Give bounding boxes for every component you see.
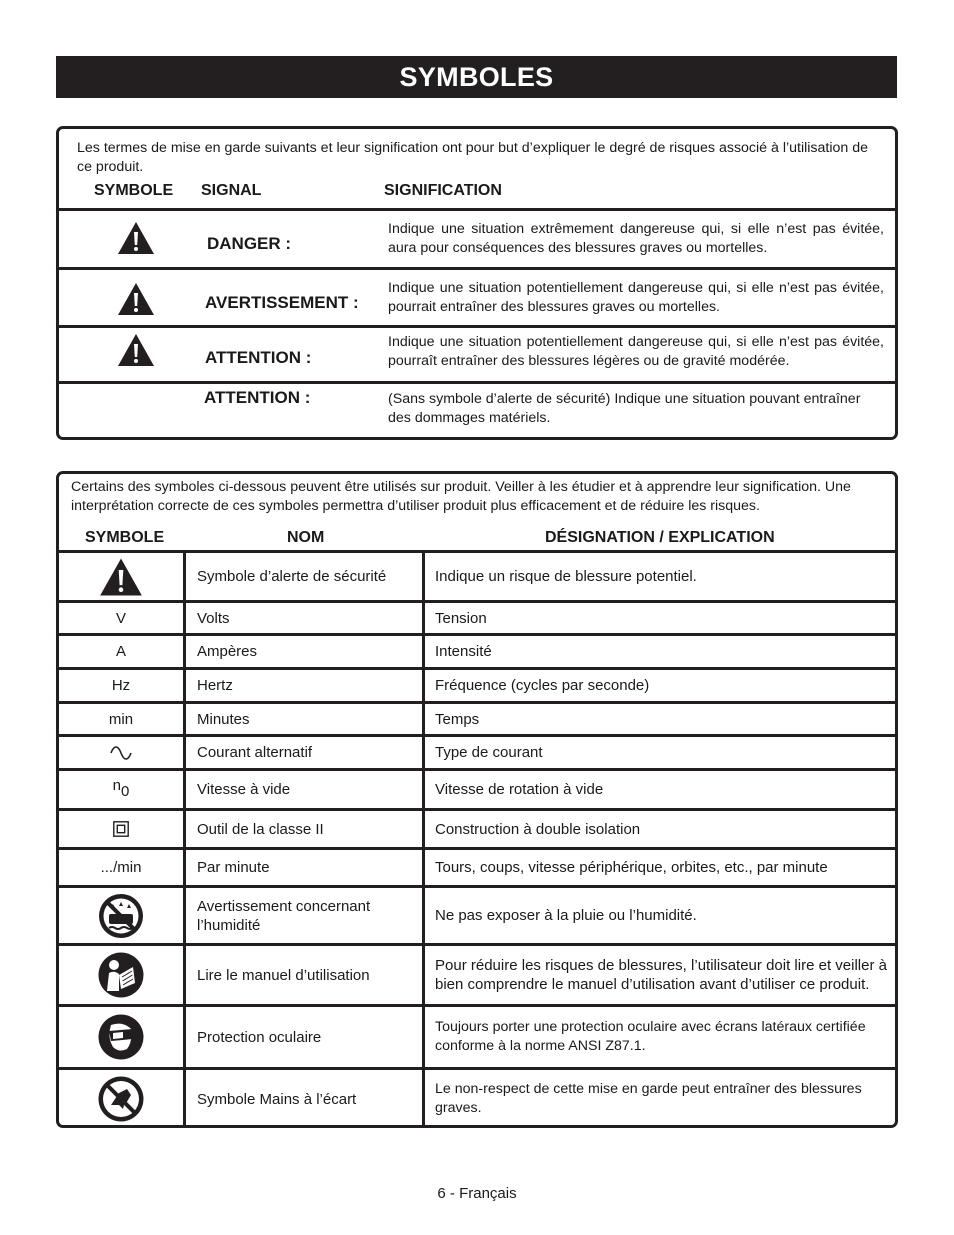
- symbol-text: min: [108, 710, 134, 728]
- symbol-name: Ampères: [197, 643, 258, 660]
- signal-label: ATTENTION :: [205, 348, 312, 367]
- symbol-name: Minutes: [197, 710, 250, 728]
- symbol-description-text: Pour réduire les risques de blessures, l’utilisateur doit lire et veiller à bien comprendre le manuel d’utilisation avant d’utiliser ce produit.: [435, 957, 887, 993]
- table-row: [59, 1070, 895, 1128]
- symbol-description: Ne pas exposer à la pluie ou l’humidité.: [435, 907, 697, 924]
- page-title: SYMBOLES: [56, 56, 897, 98]
- page-number: 6 - Français: [437, 1185, 517, 1202]
- symbols-header-nom: NOM: [287, 529, 325, 546]
- signal-intro-text: Les termes de mise en garde suivants et leur signification ont pour but d’expliquer le degré de risques associé à l’utilisation de ce produit.: [77, 140, 869, 175]
- warning-triangle-icon: [117, 282, 155, 316]
- symbol-description: Tours, coups, vitesse périphérique, orbites, etc., par minute: [435, 859, 828, 876]
- symbol-name: Hertz: [197, 677, 233, 694]
- symbol-name: Protection oculaire: [197, 1028, 322, 1046]
- table-row: [59, 888, 895, 943]
- class-ii-double-square-icon: [113, 821, 129, 837]
- hands-away-icon: [97, 1075, 145, 1123]
- symbol-name: Lire le manuel d’utilisation: [197, 966, 370, 984]
- symbol-text: .../min: [100, 859, 142, 876]
- symbol-description: Vitesse de rotation à vide: [435, 781, 604, 798]
- symbols-header-designation: DÉSIGNATION / EXPLICATION: [545, 529, 775, 546]
- symbols-header-symbole: SYMBOLE: [85, 529, 165, 546]
- symbol-description: Type de courant: [435, 744, 543, 761]
- table-row: [59, 1007, 895, 1067]
- alternating-current-icon: [110, 746, 132, 760]
- symbols-intro-text: Certains des symboles ci-dessous peuvent être utilisés sur produit. Veiller à les étudier et à apprendre leur signification. Une interprétation correcte de ces symboles permettra d’utiliser produit plus efficacement et de réduire les risques.: [71, 479, 851, 514]
- table-row: [59, 636, 895, 667]
- signal-row-attention: [59, 328, 895, 381]
- signal-row-danger: [59, 211, 895, 267]
- signal-label: ATTENTION :: [204, 388, 311, 407]
- table-row: [59, 771, 895, 808]
- table-row: [59, 737, 895, 768]
- signal-header-signal: SIGNAL: [201, 182, 262, 199]
- symbol-name: Avertissement concernant l’humidité: [197, 897, 371, 934]
- table-row: [59, 946, 895, 1004]
- symbols-panel: [56, 471, 898, 1128]
- symbol-text: Hz: [111, 677, 131, 694]
- symbol-subscript: 0: [121, 783, 130, 800]
- signal-meaning: Indique une situation extrêmement dangereuse qui, si elle n’est pas évitée, aura pour conséquences des blessures graves ou mortelles.: [388, 221, 884, 256]
- signal-meaning: Indique une situation potentiellement dangereuse qui, si elle n’est pas évitée, pourrait entraîner des blessures graves ou mortelles.: [388, 280, 884, 315]
- table-row: [59, 670, 895, 701]
- symbol-description: Indique un risque de blessure potentiel.: [435, 568, 697, 585]
- symbol-description: Construction à double isolation: [435, 820, 641, 838]
- symbol-name: Outil de la classe II: [197, 820, 324, 838]
- symbol-text: V: [115, 609, 126, 627]
- no-moisture-icon: [97, 892, 145, 940]
- table-row: [59, 811, 895, 847]
- signal-row-attention-no-symbol: [59, 384, 895, 436]
- table-row: [59, 603, 895, 633]
- signal-header-symbole: SYMBOLE: [94, 182, 174, 199]
- signal-header-signification: SIGNIFICATION: [384, 182, 502, 199]
- symbol-name: Vitesse à vide: [197, 781, 291, 798]
- table-row: [59, 850, 895, 885]
- read-manual-icon: [97, 951, 145, 999]
- warning-triangle-icon: [117, 333, 155, 367]
- no-load-speed-symbol: [59, 771, 183, 808]
- warning-triangle-icon: [117, 221, 155, 255]
- symbol-description: Intensité: [435, 643, 492, 660]
- symbol-text: n: [112, 777, 121, 794]
- symbol-description: Tension: [435, 609, 487, 627]
- symbol-description: Fréquence (cycles par seconde): [435, 677, 650, 694]
- symbol-description: Temps: [435, 710, 480, 728]
- symbol-description: [435, 946, 887, 1004]
- symbol-name: Courant alternatif: [197, 744, 313, 761]
- table-row: [59, 553, 895, 600]
- signal-meaning: Indique une situation potentiellement dangereuse qui, si elle n’est pas évitée, pourraît entraîner des blessures légères ou de gravité modérée.: [388, 334, 884, 369]
- warning-triangle-icon: [99, 557, 143, 597]
- signal-label: DANGER :: [207, 234, 292, 253]
- eye-protection-icon: [97, 1013, 145, 1061]
- symbol-description: Le non-respect de cette mise en garde peut entraîner des blessures graves.: [435, 1081, 862, 1116]
- symbol-name: Symbole Mains à l’écart: [197, 1090, 357, 1108]
- signal-row-avertissement: [59, 270, 895, 325]
- signal-meaning: (Sans symbole d’alerte de sécurité) Indique une situation pouvant entraîner des dommages matériels.: [388, 391, 861, 426]
- symbol-text: A: [115, 643, 126, 660]
- symbol-name: Par minute: [197, 859, 270, 876]
- signal-words-panel: [56, 126, 898, 440]
- symbol-name: Volts: [197, 609, 230, 627]
- signal-label: AVERTISSEMENT :: [205, 293, 359, 312]
- symbol-description: Toujours porter une protection oculaire avec écrans latéraux certifiée conforme à la norme ANSI Z87.1.: [435, 1019, 866, 1054]
- symbol-name: Symbole d’alerte de sécurité: [197, 568, 387, 585]
- table-row: [59, 704, 895, 734]
